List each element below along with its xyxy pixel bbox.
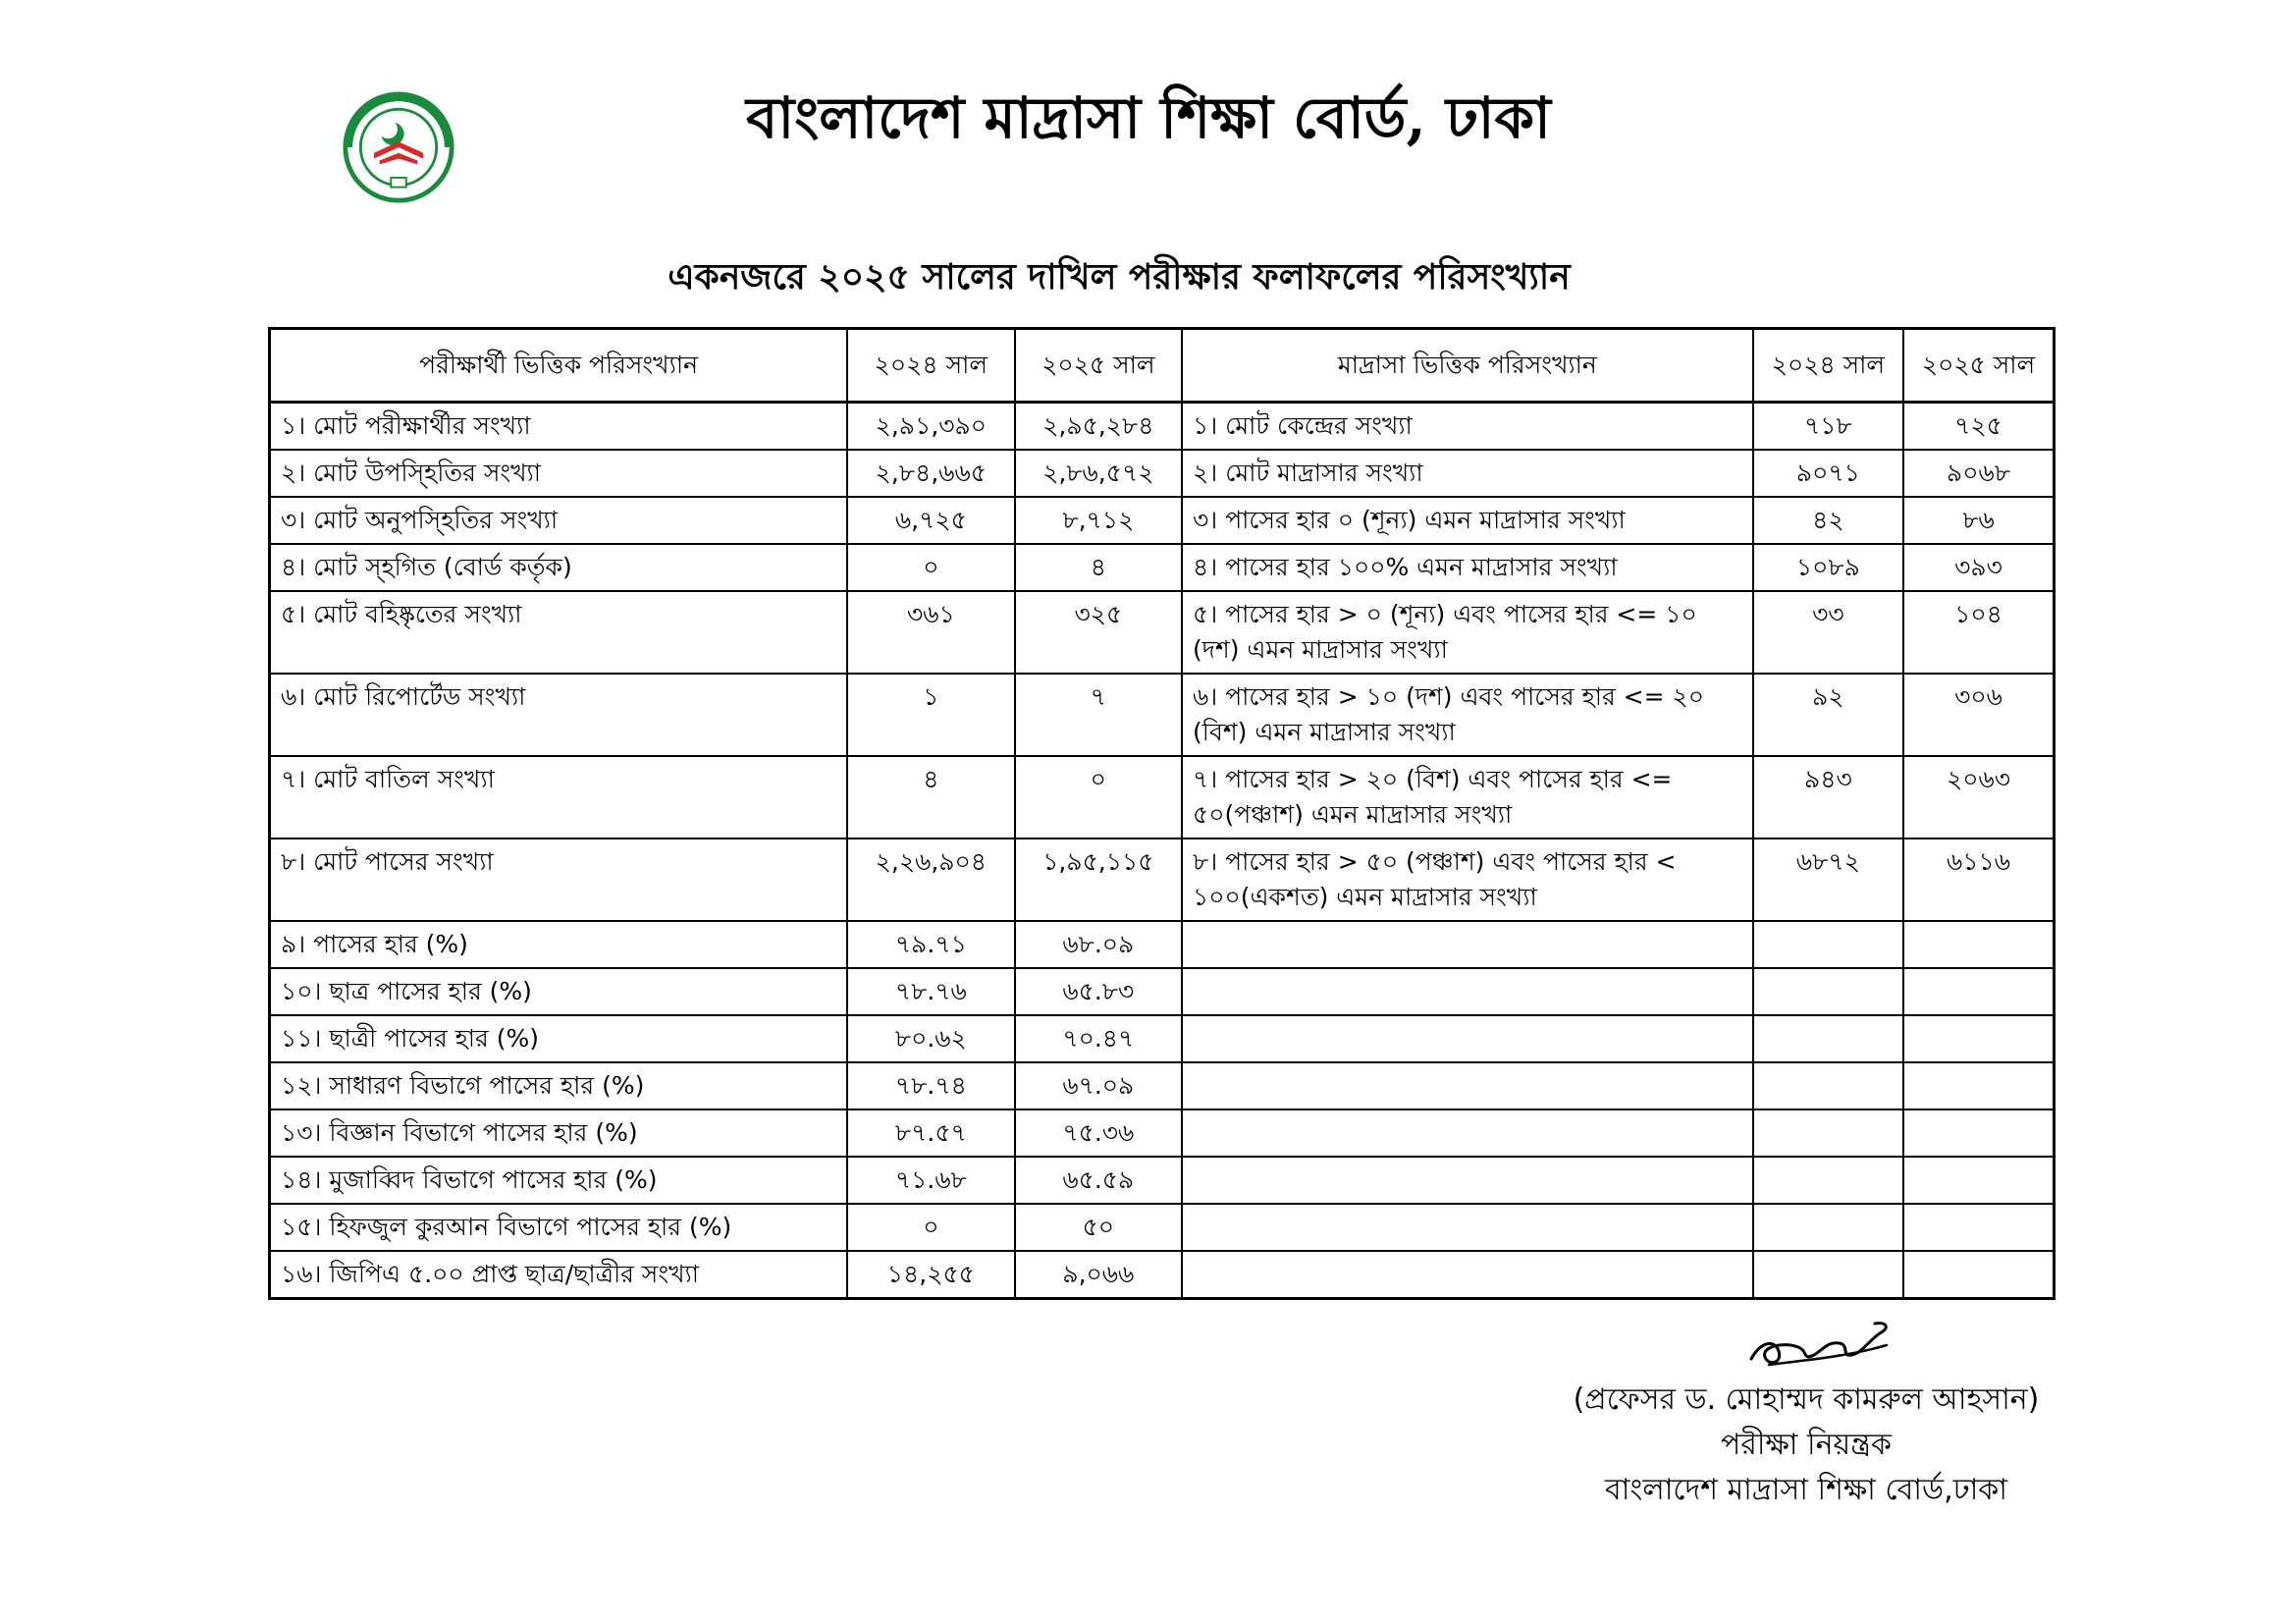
- madrasa-value-2024: ৪২: [1753, 497, 1903, 544]
- value-2025: ৬৮.০৯: [1015, 921, 1182, 968]
- value-2024: ১: [847, 674, 1014, 756]
- table-row: [270, 921, 2055, 968]
- value-2024: ১৪,২৫৫: [847, 1251, 1014, 1299]
- madrasa-label: ১। মোট কেন্দ্রের সংখ্যা: [1182, 403, 1753, 451]
- madrasa-value-2025: [1903, 1204, 2054, 1251]
- table-row: [270, 1157, 2055, 1204]
- value-2024: ২,২৬,৯০৪: [847, 839, 1014, 921]
- madrasa-label: [1182, 1015, 1753, 1062]
- madrasa-label: [1182, 1251, 1753, 1299]
- madrasa-label: [1182, 1204, 1753, 1251]
- value-2024: ৭৮.৭৬: [847, 968, 1014, 1015]
- table-row: [270, 1109, 2055, 1157]
- result-statistics-table: [268, 327, 2056, 1300]
- signatory-designation: পরীক্ষা নিয়ন্ত্রক: [1721, 1428, 1892, 1462]
- madrasa-value-2025: ৮৬: [1903, 497, 2054, 544]
- value-2025: ৬৫.৮৩: [1015, 968, 1182, 1015]
- signature-mark: [1739, 1302, 1896, 1380]
- madrasa-value-2025: ৭২৫: [1903, 403, 2054, 451]
- madrasa-value-2024: [1753, 1251, 1903, 1299]
- madrasa-label: [1182, 921, 1753, 968]
- table-row: [270, 674, 2055, 756]
- madrasa-value-2025: [1903, 1062, 2054, 1109]
- madrasa-value-2024: [1753, 921, 1903, 968]
- value-2024: ০: [847, 1204, 1014, 1251]
- madrasa-label: ৭। পাসের হার > ২০ (বিশ) এবং পাসের হার <= ৫০(পঞ্চাশ) এমন মাদ্রাসার সংখ্যা: [1182, 756, 1753, 839]
- examinee-label: ২। মোট উপস্হিতির সংখ্যা: [270, 450, 848, 497]
- signature-block: [1531, 1378, 2081, 1513]
- value-2024: ৮৭.৫৭: [847, 1109, 1014, 1157]
- value-2025: ৪: [1015, 544, 1182, 591]
- header-examinee-stats: পরীক্ষার্থী ভিত্তিক পরিসংখ্যান: [270, 329, 848, 403]
- madrasa-value-2025: [1903, 968, 2054, 1015]
- examinee-label: ৭। মোট বাতিল সংখ্যা: [270, 756, 848, 839]
- examinee-label: ১৩। বিজ্ঞান বিভাগে পাসের হার (%): [270, 1109, 848, 1157]
- madrasa-value-2024: ৯২: [1753, 674, 1903, 756]
- madrasa-label: ৫। পাসের হার > ০ (শূন্য) এবং পাসের হার <= ১০ (দশ) এমন মাদ্রাসার সংখ্যা: [1182, 591, 1753, 674]
- examinee-label: ১১। ছাত্রী পাসের হার (%): [270, 1015, 848, 1062]
- madrasa-label: ২। মোট মাদ্রাসার সংখ্যা: [1182, 450, 1753, 497]
- header-2024: ২০২৪ সাল: [847, 329, 1014, 403]
- value-2024: ৩৬১: [847, 591, 1014, 674]
- madrasa-value-2024: ১০৮৯: [1753, 544, 1903, 591]
- madrasa-value-2024: ৬৮৭২: [1753, 839, 1903, 921]
- madrasa-value-2025: [1903, 1015, 2054, 1062]
- table-row: [270, 1062, 2055, 1109]
- value-2025: ৩২৫: [1015, 591, 1182, 674]
- madrasa-value-2024: [1753, 1015, 1903, 1062]
- table-row: [270, 756, 2055, 839]
- madrasa-label: ৩। পাসের হার ০ (শূন্য) এমন মাদ্রাসার সংখ্যা: [1182, 497, 1753, 544]
- madrasa-value-2024: [1753, 1109, 1903, 1157]
- madrasa-value-2025: ৩০৬: [1903, 674, 2054, 756]
- value-2025: ২,৯৫,২৮৪: [1015, 403, 1182, 451]
- madrasa-label: ৪। পাসের হার ১০০% এমন মাদ্রাসার সংখ্যা: [1182, 544, 1753, 591]
- examinee-label: ১। মোট পরীক্ষার্থীর সংখ্যা: [270, 403, 848, 451]
- value-2025: ৭: [1015, 674, 1182, 756]
- examinee-label: ১৪। মুজাব্বিদ বিভাগে পাসের হার (%): [270, 1157, 848, 1204]
- signatory-organization: বাংলাদেশ মাদ্রাসা শিক্ষা বোর্ড,ঢাকা: [1605, 1473, 2007, 1507]
- header-madrasa-stats: মাদ্রাসা ভিত্তিক পরিসংখ্যান: [1182, 329, 1753, 403]
- header-2025: ২০২৫ সাল: [1015, 329, 1182, 403]
- madrasa-value-2025: ৯০৬৮: [1903, 450, 2054, 497]
- madrasa-value-2024: ৯০৭১: [1753, 450, 1903, 497]
- madrasa-value-2025: ২০৬৩: [1903, 756, 2054, 839]
- header-2025-madrasa: ২০২৫ সাল: [1903, 329, 2054, 403]
- value-2024: ২,৯১,৩৯০: [847, 403, 1014, 451]
- examinee-label: ৯। পাসের হার (%): [270, 921, 848, 968]
- value-2025: ৭০.৪৭: [1015, 1015, 1182, 1062]
- value-2025: ৫০: [1015, 1204, 1182, 1251]
- madrasa-value-2025: [1903, 1109, 2054, 1157]
- table-row: [270, 1015, 2055, 1062]
- madrasa-label: [1182, 1157, 1753, 1204]
- value-2025: ৬৫.৫৯: [1015, 1157, 1182, 1204]
- madrasa-value-2024: ৭১৮: [1753, 403, 1903, 451]
- table-row: [270, 450, 2055, 497]
- value-2024: ৪: [847, 756, 1014, 839]
- madrasa-value-2024: [1753, 1062, 1903, 1109]
- table-row: [270, 839, 2055, 921]
- madrasa-value-2024: [1753, 1204, 1903, 1251]
- madrasa-value-2025: [1903, 1157, 2054, 1204]
- value-2024: ৬,৭২৫: [847, 497, 1014, 544]
- table-row: [270, 1204, 2055, 1251]
- examinee-label: ১৬। জিপিএ ৫.০০ প্রাপ্ত ছাত্র/ছাত্রীর সংখ্যা: [270, 1251, 848, 1299]
- value-2024: ২,৮৪,৬৬৫: [847, 450, 1014, 497]
- madrasa-value-2025: [1903, 921, 2054, 968]
- value-2025: ৬৭.০৯: [1015, 1062, 1182, 1109]
- header-2024-madrasa: ২০২৪ সাল: [1753, 329, 1903, 403]
- value-2025: ০: [1015, 756, 1182, 839]
- examinee-label: ৫। মোট বহিষ্কৃতের সংখ্যা: [270, 591, 848, 674]
- examinee-label: ১৫। হিফজুল কুরআন বিভাগে পাসের হার (%): [270, 1204, 848, 1251]
- madrasa-value-2025: ৩৯৩: [1903, 544, 2054, 591]
- board-logo: [342, 90, 455, 204]
- table-row: [270, 403, 2055, 451]
- madrasa-label: ৮। পাসের হার > ৫০ (পঞ্চাশ) এবং পাসের হার < ১০০(একশত) এমন মাদ্রাসার সংখ্যা: [1182, 839, 1753, 921]
- table-row: [270, 1251, 2055, 1299]
- examinee-label: ১০। ছাত্র পাসের হার (%): [270, 968, 848, 1015]
- examinee-label: ৮। মোট পাসের সংখ্যা: [270, 839, 848, 921]
- madrasa-value-2024: ৯৪৩: [1753, 756, 1903, 839]
- madrasa-label: [1182, 1062, 1753, 1109]
- value-2024: ৭১.৬৮: [847, 1157, 1014, 1204]
- value-2024: ৭৮.৭৪: [847, 1062, 1014, 1109]
- table-row: [270, 497, 2055, 544]
- value-2025: ১,৯৫,১১৫: [1015, 839, 1182, 921]
- madrasa-value-2024: [1753, 1157, 1903, 1204]
- madrasa-value-2024: ৩৩: [1753, 591, 1903, 674]
- examinee-label: ৪। মোট স্হগিত (বোর্ড কর্তৃক): [270, 544, 848, 591]
- table-header-row: [270, 329, 2055, 403]
- board-title: বাংলাদেশ মাদ্রাসা শিক্ষা বোর্ড, ঢাকা: [746, 84, 1551, 151]
- table-row: [270, 968, 2055, 1015]
- madrasa-value-2025: [1903, 1251, 2054, 1299]
- madrasa-label: [1182, 1109, 1753, 1157]
- madrasa-value-2024: [1753, 968, 1903, 1015]
- page-subtitle: একনজরে ২০২৫ সালের দাখিল পরীক্ষার ফলাফলের পরিসংখ্যান: [667, 257, 1571, 298]
- value-2025: ৯,০৬৬: [1015, 1251, 1182, 1299]
- value-2025: ৮,৭১২: [1015, 497, 1182, 544]
- signatory-name: (প্রফেসর ড. মোহাম্মদ কামরুল আহসান): [1573, 1382, 2040, 1417]
- examinee-label: ১২। সাধারণ বিভাগে পাসের হার (%): [270, 1062, 848, 1109]
- examinee-label: ৬। মোট রিপোর্টেড সংখ্যা: [270, 674, 848, 756]
- examinee-label: ৩। মোট অনুপস্হিতির সংখ্যা: [270, 497, 848, 544]
- value-2025: ২,৮৬,৫৭২: [1015, 450, 1182, 497]
- madrasa-value-2025: ৬১১৬: [1903, 839, 2054, 921]
- table-row: [270, 591, 2055, 674]
- value-2025: ৭৫.৩৬: [1015, 1109, 1182, 1157]
- value-2024: ৮০.৬২: [847, 1015, 1014, 1062]
- value-2024: ০: [847, 544, 1014, 591]
- table-row: [270, 544, 2055, 591]
- madrasa-label: ৬। পাসের হার > ১০ (দশ) এবং পাসের হার <= ২০ (বিশ) এমন মাদ্রাসার সংখ্যা: [1182, 674, 1753, 756]
- value-2024: ৭৯.৭১: [847, 921, 1014, 968]
- madrasa-label: [1182, 968, 1753, 1015]
- madrasa-value-2025: ১০৪: [1903, 591, 2054, 674]
